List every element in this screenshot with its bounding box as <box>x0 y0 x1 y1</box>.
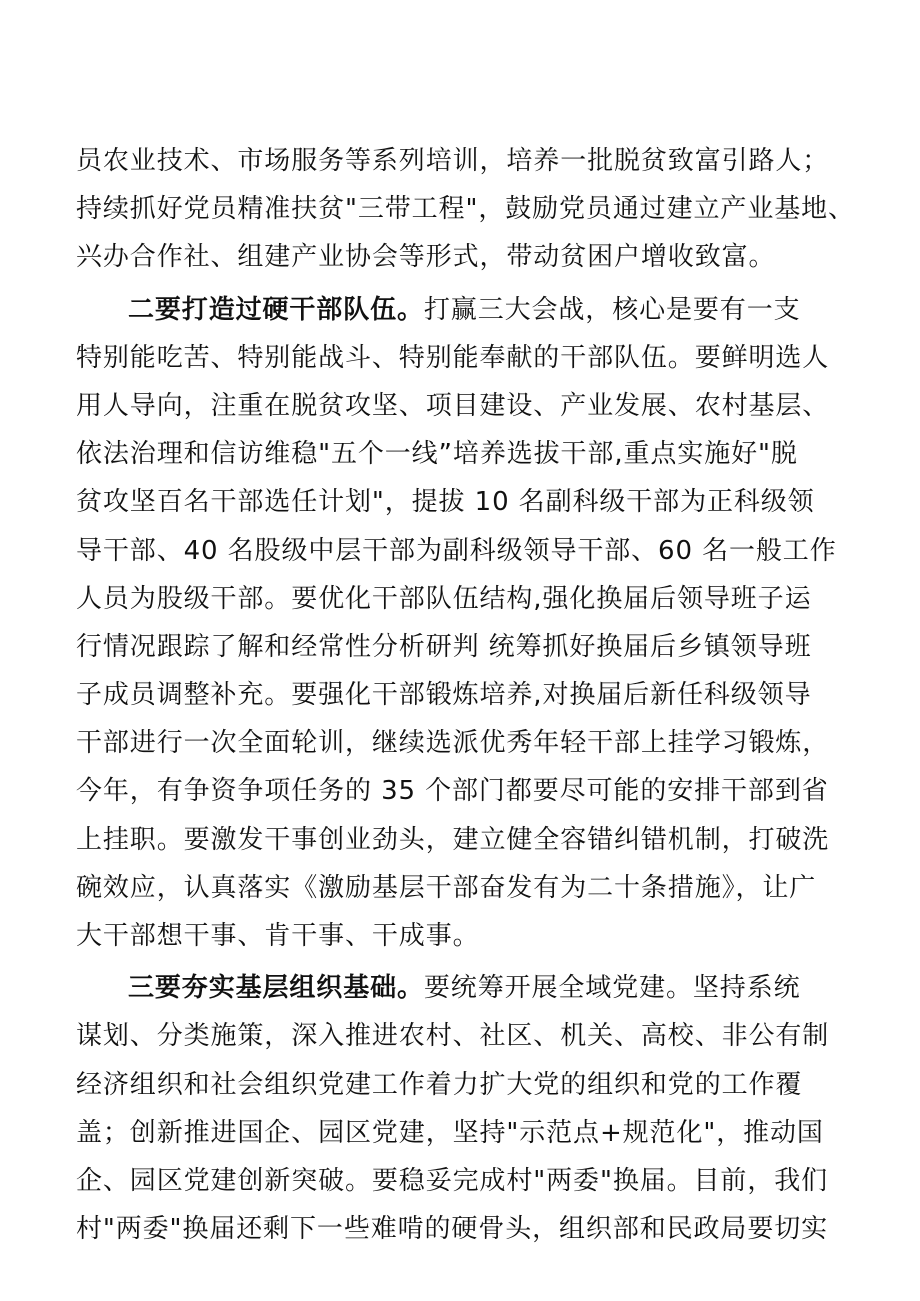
paragraph-line: 谋划、分类施策，深入推进农村、社区、机关、高校、非公有制 <box>76 1021 830 1052</box>
paragraph-line: 贫攻坚百名干部选任计划"，提拔 10 名副科级干部为正科级领 <box>76 487 815 518</box>
paragraph-line: 持续抓好党员精准扶贫"三带工程"，鼓励党员通过建立产业基地、 <box>76 194 855 225</box>
paragraph-line: 企、园区党建创新突破。要稳妥完成村"两委"换届。目前，我们 <box>76 1165 829 1196</box>
section-3-heading: 三要夯实基层组织基础。 <box>128 973 424 1004</box>
section-2-heading: 二要打造过硬干部队伍。 <box>128 294 424 325</box>
paragraph-line: 人员为股级干部。要优化干部队伍结构,强化换届后领导班子运 <box>76 583 812 614</box>
paragraph-line: 导干部、40 名股级中层干部为副科级领导干部、60 名一般工作 <box>76 535 837 566</box>
paragraph-line: 用人导向，注重在脱贫攻坚、项目建设、产业发展、农村基层、 <box>76 390 830 421</box>
paragraph-line: 经济组织和社会组织党建工作着力扩大党的组织和党的工作覆 <box>76 1069 803 1100</box>
section-3-lead-text: 要统筹开展全域党建。坚持系统 <box>423 973 801 1004</box>
paragraph-line: 碗效应，认真落实《激励基层干部奋发有为二十条措施》，让广 <box>76 872 817 903</box>
paragraph-line: 特别能吃苦、特别能战斗、特别能奉献的干部队伍。要鲜明选人 <box>76 342 830 373</box>
section-2-first-line <box>76 286 801 334</box>
paragraph-line: 今年，有争资争项任务的 35 个部门都要尽可能的安排干部到省 <box>76 776 829 807</box>
paragraph-line: 员农业技术、市场服务等系列培训，培养一批脱贫致富引路人； <box>76 146 830 176</box>
paragraph-line: 大干部想干事、肯干事、干成事。 <box>76 921 480 951</box>
section-3-first-line <box>76 964 801 1012</box>
paragraph-line: 村"两委"换届还剩下一些难啃的硬骨头，组织部和民政局要切实 <box>76 1214 829 1245</box>
paragraph-line: 子成员调整补充。要强化干部锻炼培养,对换届后新任科级领导 <box>76 680 812 711</box>
section-2-lead-text: 打赢三大会战，核心是要有一支 <box>423 294 801 325</box>
paragraph-line: 干部进行一次全面轮训，继续选派优秀年轻干部上挂学习锻炼， <box>76 728 830 759</box>
paragraph-line: 依法治理和信访维稳"五个一线”培养选拔干部,重点实施好"脱 <box>76 439 798 470</box>
paragraph-line: 上挂职。要激发干事创业劲头，建立健全容错纠错机制，打破洗 <box>76 824 830 855</box>
paragraph-line: 盖；创新推进国企、园区党建，坚持"示范点+规范化"，推动国 <box>76 1117 824 1148</box>
paragraph-line: 兴办合作社、组建产业协会等形式，带动贫困户增收致富。 <box>76 242 776 273</box>
paragraph-line: 行情况跟踪了解和经常性分析研判 统筹抓好换届后乡镇领导班 <box>76 631 812 662</box>
body-text <box>76 137 855 1253</box>
